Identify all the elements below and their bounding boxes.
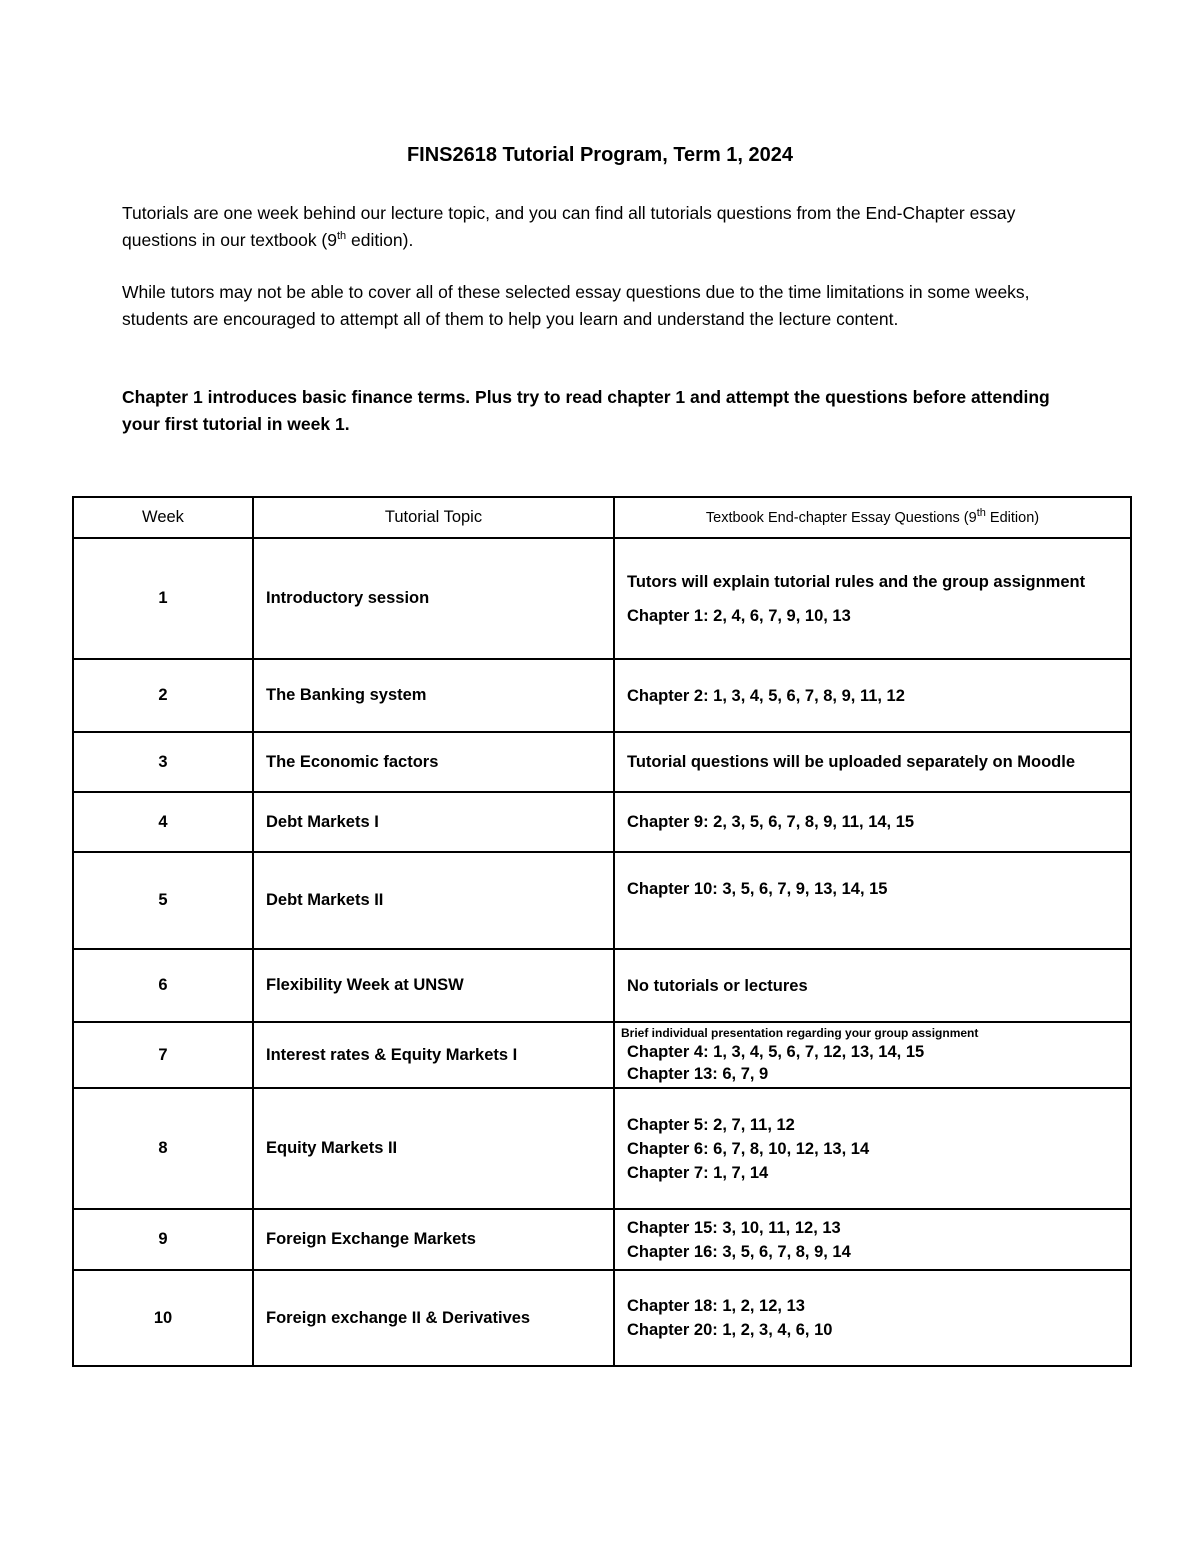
tutorial-schedule-table <box>72 496 1132 1367</box>
question-line: Chapter 6: 6, 7, 8, 10, 12, 13, 14 <box>627 1139 870 1158</box>
intro-paragraph <box>122 200 1072 254</box>
question-line: Chapter 9: 2, 3, 5, 6, 7, 8, 9, 11, 14, 15 <box>627 813 915 831</box>
chapter1-note-paragraph: Chapter 1 introduces basic finance terms. Plus try to read chapter 1 and attempt the questions before attending your first tutorial in week 1. <box>122 387 1050 434</box>
questions-cell <box>614 732 1131 792</box>
question-line: Tutors will explain tutorial rules and the group assignment <box>627 572 1086 591</box>
table-row <box>73 1270 1131 1366</box>
week-cell: 4 <box>73 792 253 852</box>
questions-cell <box>614 792 1131 852</box>
questions-cell <box>614 1088 1131 1209</box>
document-title: FINS2618 Tutorial Program, Term 1, 2024 <box>406 144 794 166</box>
questions-cell <box>614 949 1131 1022</box>
tutor-note-paragraph: While tutors may not be able to cover all of these selected essay questions due to the time limitations in some weeks, students are encouraged to attempt all of them to help you learn and understand the lecture content. <box>122 282 1030 329</box>
week-cell: 3 <box>73 732 253 792</box>
week-cell: 10 <box>73 1270 253 1366</box>
header-questions <box>614 497 1131 538</box>
header-questions-superscript: th <box>976 506 986 519</box>
question-line: Chapter 13: 6, 7, 9 <box>627 1065 769 1083</box>
questions-cell <box>614 1209 1131 1270</box>
table-row <box>73 538 1131 659</box>
week-cell: 1 <box>73 538 253 659</box>
week-cell: 6 <box>73 949 253 1022</box>
topic-cell: Foreign Exchange Markets <box>253 1209 614 1270</box>
week-cell: 8 <box>73 1088 253 1209</box>
topic-cell: Foreign exchange II & Derivatives <box>253 1270 614 1366</box>
topic-cell: Introductory session <box>253 538 614 659</box>
table-row <box>73 732 1131 792</box>
table-row <box>73 852 1131 949</box>
intro-text: Tutorials are one week behind our lecture topic, and you can find all tutorials questions from the End-Chapter essay questions in our textbook (9 <box>122 203 1016 250</box>
topic-cell: Flexibility Week at UNSW <box>253 949 614 1022</box>
questions-cell <box>614 852 1131 949</box>
header-topic: Tutorial Topic <box>253 497 614 538</box>
question-line: Chapter 15: 3, 10, 11, 12, 13 <box>627 1218 841 1237</box>
question-line: No tutorials or lectures <box>627 976 808 995</box>
question-line: Chapter 18: 1, 2, 12, 13 <box>627 1297 805 1315</box>
week-cell: 7 <box>73 1022 253 1088</box>
header-questions-text: Textbook End-chapter Essay Questions (9 <box>705 509 977 526</box>
week-cell: 9 <box>73 1209 253 1270</box>
presentation-note: Brief individual presentation regarding your group assignment <box>621 1026 979 1040</box>
topic-cell: Debt Markets II <box>253 852 614 949</box>
question-line: Chapter 16: 3, 5, 6, 7, 8, 9, 14 <box>627 1242 851 1261</box>
questions-cell <box>614 538 1131 659</box>
table-row <box>73 792 1131 852</box>
week-cell: 2 <box>73 659 253 732</box>
table-row <box>73 949 1131 1022</box>
questions-cell <box>614 1022 1131 1088</box>
topic-cell: Debt Markets I <box>253 792 614 852</box>
week-cell: 5 <box>73 852 253 949</box>
intro-text-end: edition). <box>346 230 414 250</box>
question-line: Chapter 10: 3, 5, 6, 7, 9, 13, 14, 15 <box>627 880 888 898</box>
table-header-row <box>73 497 1131 538</box>
header-questions-text-end: Edition) <box>985 509 1040 526</box>
question-line: Chapter 5: 2, 7, 11, 12 <box>627 1115 795 1134</box>
question-line: Chapter 2: 1, 3, 4, 5, 6, 7, 8, 9, 11, 12 <box>627 686 905 705</box>
question-line: Chapter 7: 1, 7, 14 <box>627 1163 769 1182</box>
question-line: Tutorial questions will be uploaded separately on Moodle <box>627 753 1075 771</box>
questions-cell <box>614 659 1131 732</box>
topic-cell: The Economic factors <box>253 732 614 792</box>
question-line: Chapter 20: 1, 2, 3, 4, 6, 10 <box>627 1321 833 1339</box>
header-week: Week <box>73 497 253 538</box>
intro-superscript: th <box>337 230 347 243</box>
table-row <box>73 659 1131 732</box>
question-line: Chapter 1: 2, 4, 6, 7, 9, 10, 13 <box>627 606 851 625</box>
table-row <box>73 1209 1131 1270</box>
table-row <box>73 1088 1131 1209</box>
questions-cell <box>614 1270 1131 1366</box>
question-line: Chapter 4: 1, 3, 4, 5, 6, 7, 12, 13, 14, 15 <box>627 1043 925 1061</box>
table-row <box>73 1022 1131 1088</box>
topic-cell: The Banking system <box>253 659 614 732</box>
topic-cell: Equity Markets II <box>253 1088 614 1209</box>
topic-cell: Interest rates & Equity Markets I <box>253 1022 614 1088</box>
